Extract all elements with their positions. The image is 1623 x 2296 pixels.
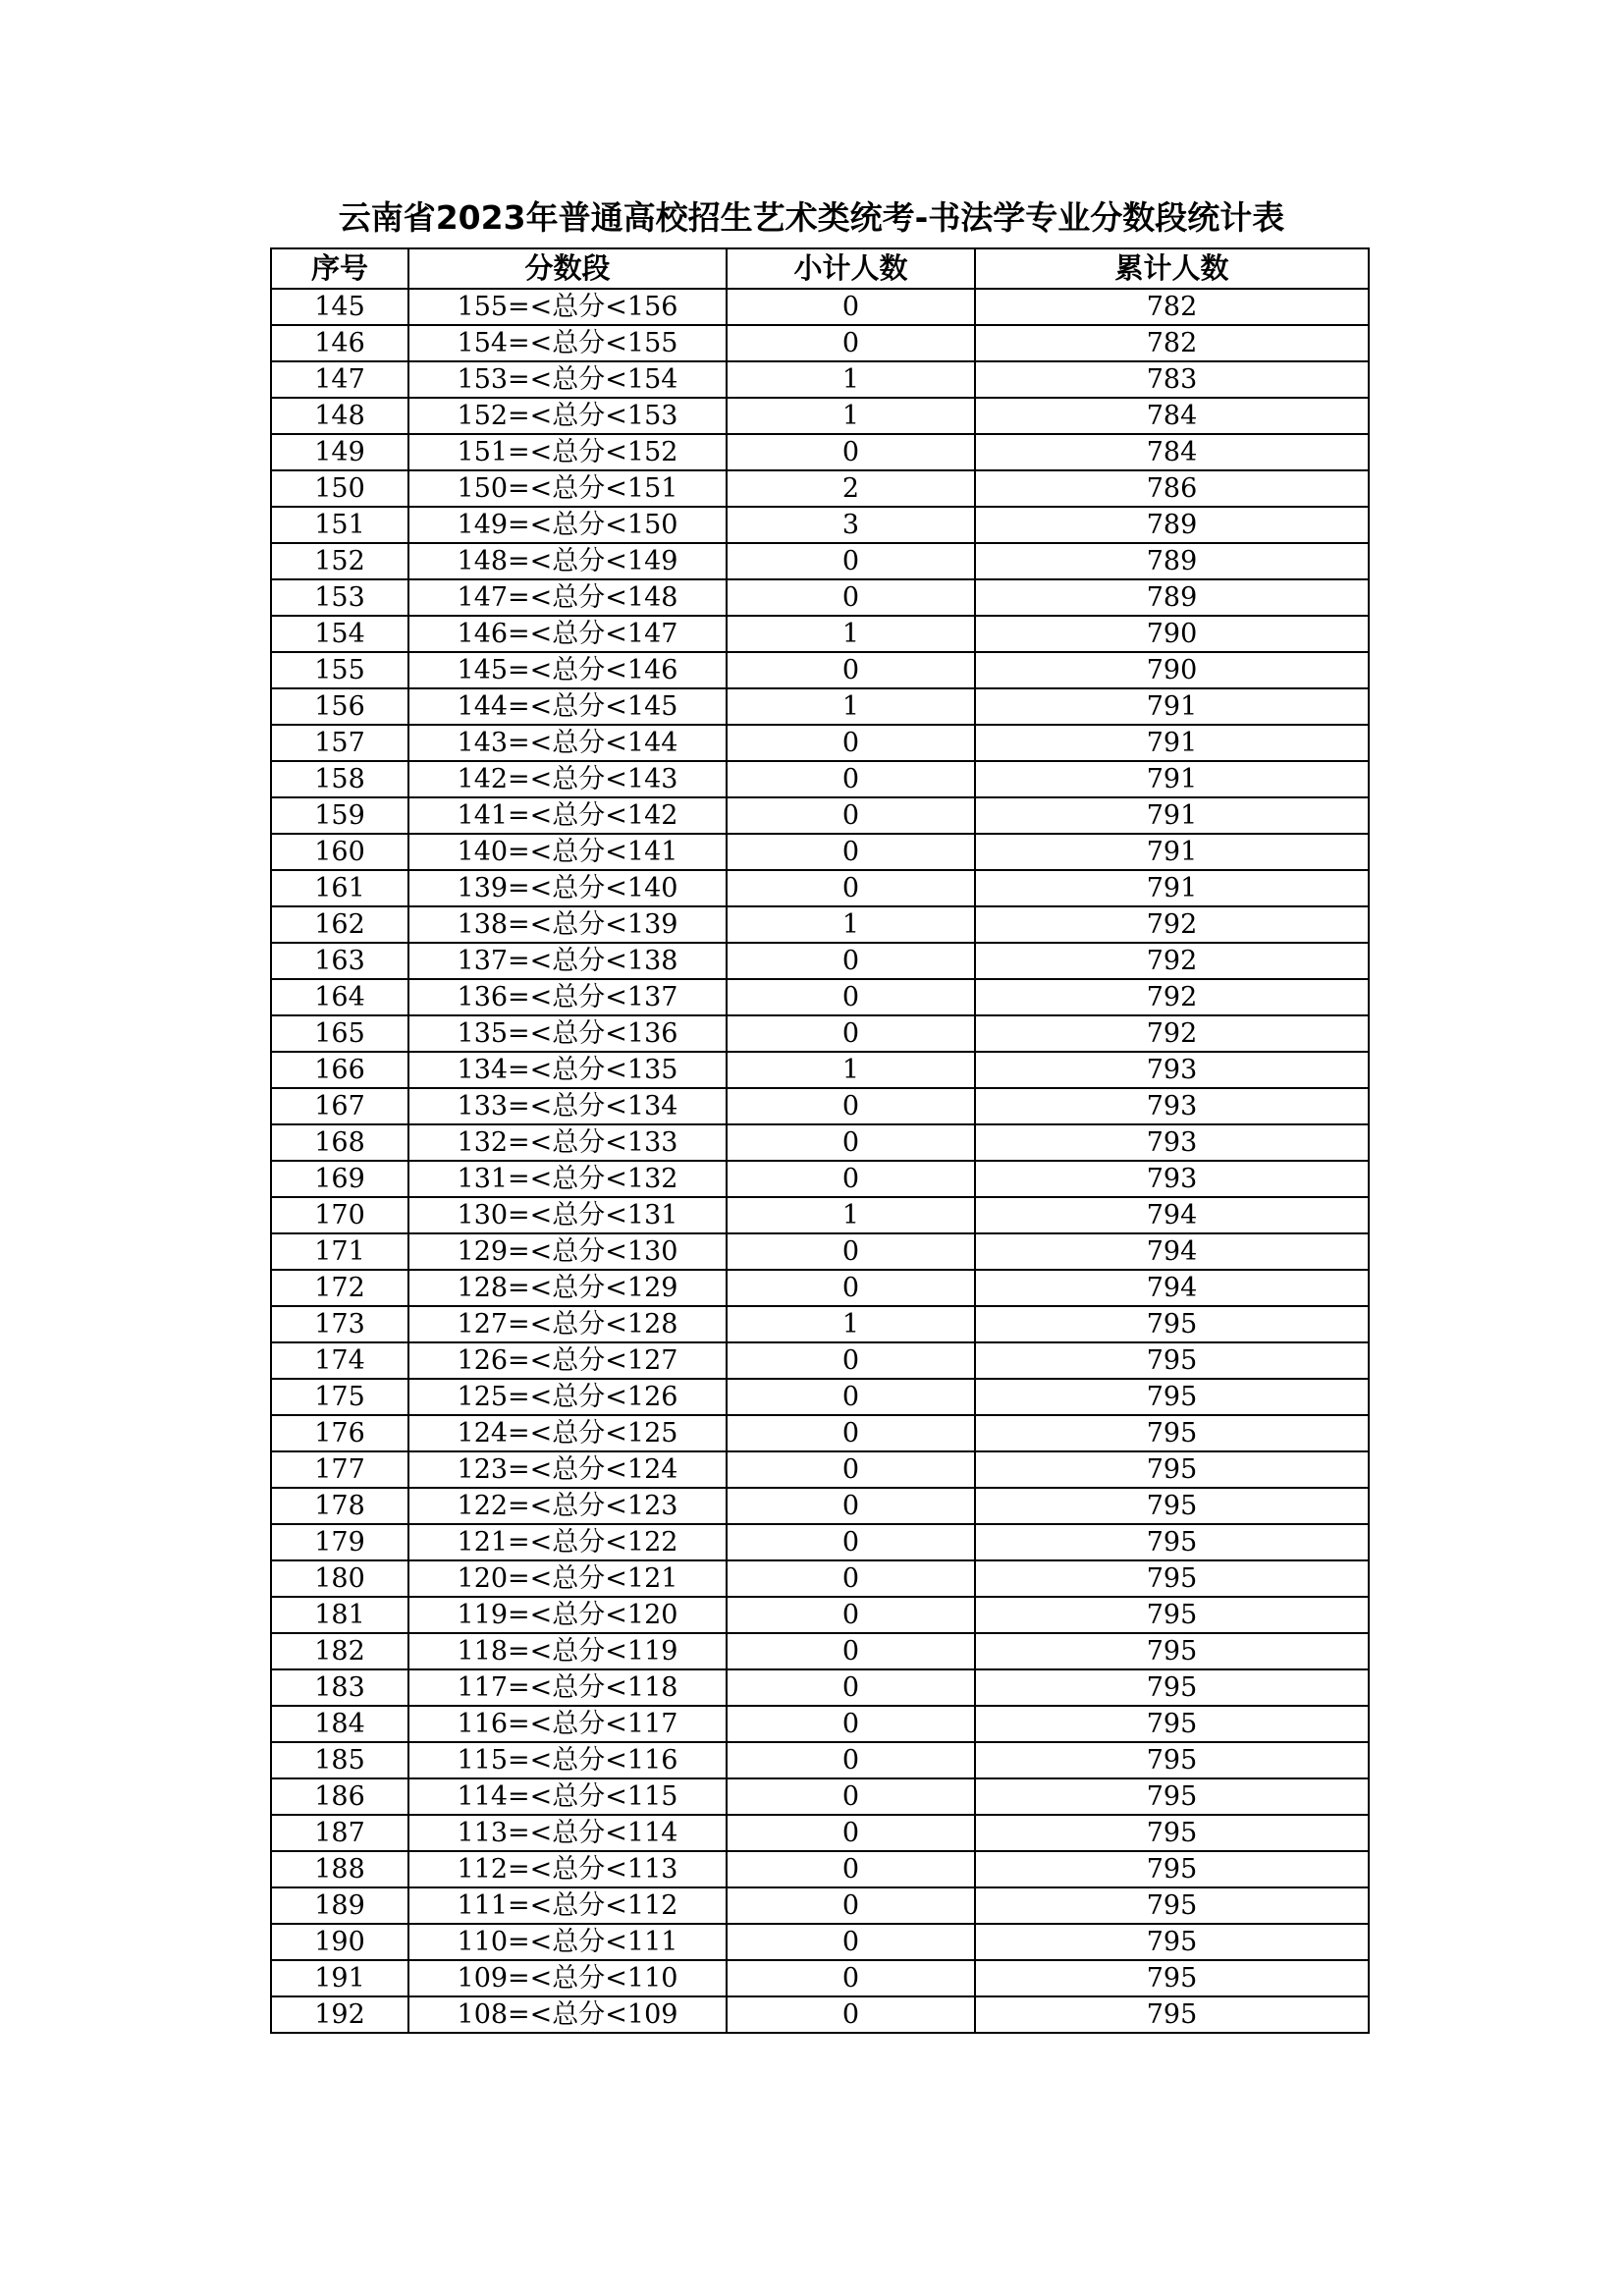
cell-cumulative: 794 bbox=[975, 1197, 1369, 1233]
cell-subtotal: 0 bbox=[727, 979, 975, 1015]
cell-index: 168 bbox=[271, 1124, 408, 1161]
cell-score-range: 145=<总分<146 bbox=[408, 652, 727, 688]
cell-subtotal: 0 bbox=[727, 1778, 975, 1815]
cell-cumulative: 792 bbox=[975, 943, 1369, 979]
table-row bbox=[271, 1778, 1369, 1815]
cell-score-range: 126=<总分<127 bbox=[408, 1342, 727, 1379]
table-row bbox=[271, 725, 1369, 761]
table-row bbox=[271, 289, 1369, 325]
cell-cumulative: 795 bbox=[975, 1560, 1369, 1597]
cell-cumulative: 795 bbox=[975, 1415, 1369, 1451]
cell-subtotal: 1 bbox=[727, 398, 975, 434]
cell-index: 187 bbox=[271, 1815, 408, 1851]
table-row bbox=[271, 1270, 1369, 1306]
cell-cumulative: 795 bbox=[975, 1778, 1369, 1815]
table-row bbox=[271, 1924, 1369, 1960]
cell-subtotal: 2 bbox=[727, 470, 975, 507]
cell-cumulative: 782 bbox=[975, 325, 1369, 361]
cell-subtotal: 0 bbox=[727, 1996, 975, 2033]
cell-subtotal: 1 bbox=[727, 361, 975, 398]
cell-subtotal: 0 bbox=[727, 652, 975, 688]
cell-index: 162 bbox=[271, 906, 408, 943]
cell-cumulative: 795 bbox=[975, 1669, 1369, 1706]
cell-index: 179 bbox=[271, 1524, 408, 1560]
cell-cumulative: 789 bbox=[975, 579, 1369, 616]
cell-index: 145 bbox=[271, 289, 408, 325]
cell-score-range: 140=<总分<141 bbox=[408, 834, 727, 870]
cell-score-range: 111=<总分<112 bbox=[408, 1887, 727, 1924]
table-row bbox=[271, 579, 1369, 616]
cell-index: 149 bbox=[271, 434, 408, 470]
cell-subtotal: 1 bbox=[727, 1052, 975, 1088]
cell-subtotal: 0 bbox=[727, 1633, 975, 1669]
cell-index: 161 bbox=[271, 870, 408, 906]
cell-score-range: 130=<总分<131 bbox=[408, 1197, 727, 1233]
cell-index: 183 bbox=[271, 1669, 408, 1706]
cell-score-range: 144=<总分<145 bbox=[408, 688, 727, 725]
cell-score-range: 146=<总分<147 bbox=[408, 616, 727, 652]
table-row bbox=[271, 1488, 1369, 1524]
cell-score-range: 119=<总分<120 bbox=[408, 1597, 727, 1633]
cell-index: 165 bbox=[271, 1015, 408, 1052]
page-title: 云南省2023年普通高校招生艺术类统考-书法学专业分数段统计表 bbox=[338, 198, 1285, 237]
cell-cumulative: 795 bbox=[975, 1924, 1369, 1960]
cell-score-range: 110=<总分<111 bbox=[408, 1924, 727, 1960]
table-row bbox=[271, 1415, 1369, 1451]
cell-cumulative: 794 bbox=[975, 1270, 1369, 1306]
cell-score-range: 153=<总分<154 bbox=[408, 361, 727, 398]
table-row bbox=[271, 979, 1369, 1015]
table-row bbox=[271, 1815, 1369, 1851]
cell-subtotal: 0 bbox=[727, 543, 975, 579]
cell-index: 154 bbox=[271, 616, 408, 652]
cell-index: 170 bbox=[271, 1197, 408, 1233]
cell-score-range: 136=<总分<137 bbox=[408, 979, 727, 1015]
cell-subtotal: 0 bbox=[727, 761, 975, 797]
cell-score-range: 154=<总分<155 bbox=[408, 325, 727, 361]
table-row bbox=[271, 543, 1369, 579]
cell-score-range: 132=<总分<133 bbox=[408, 1124, 727, 1161]
cell-index: 176 bbox=[271, 1415, 408, 1451]
cell-cumulative: 795 bbox=[975, 1597, 1369, 1633]
table-row bbox=[271, 834, 1369, 870]
cell-index: 159 bbox=[271, 797, 408, 834]
cell-cumulative: 795 bbox=[975, 1996, 1369, 2033]
header-index: 序号 bbox=[271, 248, 408, 289]
cell-score-range: 133=<总分<134 bbox=[408, 1088, 727, 1124]
cell-subtotal: 0 bbox=[727, 289, 975, 325]
cell-cumulative: 795 bbox=[975, 1633, 1369, 1669]
cell-cumulative: 793 bbox=[975, 1052, 1369, 1088]
cell-subtotal: 0 bbox=[727, 797, 975, 834]
cell-cumulative: 792 bbox=[975, 906, 1369, 943]
cell-cumulative: 786 bbox=[975, 470, 1369, 507]
cell-subtotal: 0 bbox=[727, 1379, 975, 1415]
table-row bbox=[271, 761, 1369, 797]
cell-index: 150 bbox=[271, 470, 408, 507]
cell-cumulative: 795 bbox=[975, 1306, 1369, 1342]
cell-score-range: 138=<总分<139 bbox=[408, 906, 727, 943]
cell-cumulative: 792 bbox=[975, 1015, 1369, 1052]
cell-cumulative: 795 bbox=[975, 1887, 1369, 1924]
cell-cumulative: 793 bbox=[975, 1088, 1369, 1124]
cell-index: 163 bbox=[271, 943, 408, 979]
cell-index: 172 bbox=[271, 1270, 408, 1306]
cell-index: 190 bbox=[271, 1924, 408, 1960]
table-row bbox=[271, 1524, 1369, 1560]
cell-subtotal: 0 bbox=[727, 325, 975, 361]
table-row bbox=[271, 652, 1369, 688]
cell-subtotal: 1 bbox=[727, 1306, 975, 1342]
cell-subtotal: 0 bbox=[727, 834, 975, 870]
cell-index: 146 bbox=[271, 325, 408, 361]
table-row bbox=[271, 1706, 1369, 1742]
cell-subtotal: 1 bbox=[727, 1197, 975, 1233]
cell-cumulative: 795 bbox=[975, 1851, 1369, 1887]
cell-index: 153 bbox=[271, 579, 408, 616]
cell-score-range: 116=<总分<117 bbox=[408, 1706, 727, 1742]
cell-cumulative: 795 bbox=[975, 1379, 1369, 1415]
cell-subtotal: 0 bbox=[727, 1815, 975, 1851]
score-distribution-table bbox=[270, 247, 1370, 2034]
cell-index: 169 bbox=[271, 1161, 408, 1197]
cell-cumulative: 791 bbox=[975, 725, 1369, 761]
cell-score-range: 135=<总分<136 bbox=[408, 1015, 727, 1052]
cell-index: 173 bbox=[271, 1306, 408, 1342]
cell-subtotal: 0 bbox=[727, 1451, 975, 1488]
cell-subtotal: 0 bbox=[727, 1233, 975, 1270]
cell-score-range: 128=<总分<129 bbox=[408, 1270, 727, 1306]
cell-index: 158 bbox=[271, 761, 408, 797]
cell-score-range: 113=<总分<114 bbox=[408, 1815, 727, 1851]
cell-subtotal: 0 bbox=[727, 725, 975, 761]
cell-score-range: 149=<总分<150 bbox=[408, 507, 727, 543]
cell-subtotal: 0 bbox=[727, 1887, 975, 1924]
table-body bbox=[271, 289, 1369, 2033]
cell-score-range: 125=<总分<126 bbox=[408, 1379, 727, 1415]
cell-subtotal: 0 bbox=[727, 579, 975, 616]
cell-score-range: 142=<总分<143 bbox=[408, 761, 727, 797]
table-row bbox=[271, 398, 1369, 434]
cell-index: 171 bbox=[271, 1233, 408, 1270]
cell-index: 185 bbox=[271, 1742, 408, 1778]
cell-score-range: 118=<总分<119 bbox=[408, 1633, 727, 1669]
table-row bbox=[271, 470, 1369, 507]
cell-cumulative: 784 bbox=[975, 434, 1369, 470]
table-row bbox=[271, 1052, 1369, 1088]
cell-cumulative: 782 bbox=[975, 289, 1369, 325]
cell-score-range: 131=<总分<132 bbox=[408, 1161, 727, 1197]
cell-cumulative: 789 bbox=[975, 543, 1369, 579]
header-row bbox=[271, 248, 1369, 289]
cell-subtotal: 0 bbox=[727, 1524, 975, 1560]
cell-subtotal: 3 bbox=[727, 507, 975, 543]
table-row bbox=[271, 797, 1369, 834]
table-row bbox=[271, 1124, 1369, 1161]
table-header bbox=[271, 248, 1369, 289]
table-row bbox=[271, 616, 1369, 652]
cell-index: 175 bbox=[271, 1379, 408, 1415]
cell-index: 151 bbox=[271, 507, 408, 543]
header-cumulative: 累计人数 bbox=[975, 248, 1369, 289]
cell-score-range: 147=<总分<148 bbox=[408, 579, 727, 616]
cell-score-range: 123=<总分<124 bbox=[408, 1451, 727, 1488]
cell-score-range: 137=<总分<138 bbox=[408, 943, 727, 979]
cell-subtotal: 0 bbox=[727, 1924, 975, 1960]
cell-index: 186 bbox=[271, 1778, 408, 1815]
table-row bbox=[271, 1669, 1369, 1706]
table-row bbox=[271, 1560, 1369, 1597]
table-row bbox=[271, 325, 1369, 361]
cell-score-range: 151=<总分<152 bbox=[408, 434, 727, 470]
cell-index: 180 bbox=[271, 1560, 408, 1597]
cell-subtotal: 0 bbox=[727, 1088, 975, 1124]
table-row bbox=[271, 507, 1369, 543]
table-row bbox=[271, 1233, 1369, 1270]
cell-subtotal: 0 bbox=[727, 434, 975, 470]
cell-cumulative: 791 bbox=[975, 870, 1369, 906]
cell-cumulative: 795 bbox=[975, 1815, 1369, 1851]
cell-cumulative: 793 bbox=[975, 1124, 1369, 1161]
cell-cumulative: 791 bbox=[975, 761, 1369, 797]
cell-score-range: 129=<总分<130 bbox=[408, 1233, 727, 1270]
table-row bbox=[271, 1197, 1369, 1233]
cell-index: 188 bbox=[271, 1851, 408, 1887]
cell-subtotal: 0 bbox=[727, 1342, 975, 1379]
cell-subtotal: 0 bbox=[727, 1960, 975, 1996]
cell-cumulative: 794 bbox=[975, 1233, 1369, 1270]
table-row bbox=[271, 1597, 1369, 1633]
table-row bbox=[271, 1887, 1369, 1924]
cell-cumulative: 792 bbox=[975, 979, 1369, 1015]
cell-cumulative: 791 bbox=[975, 688, 1369, 725]
cell-index: 182 bbox=[271, 1633, 408, 1669]
table-row bbox=[271, 1742, 1369, 1778]
cell-subtotal: 0 bbox=[727, 1270, 975, 1306]
table-row bbox=[271, 1451, 1369, 1488]
cell-subtotal: 0 bbox=[727, 1851, 975, 1887]
table-row bbox=[271, 361, 1369, 398]
cell-cumulative: 789 bbox=[975, 507, 1369, 543]
cell-index: 167 bbox=[271, 1088, 408, 1124]
table-row bbox=[271, 1633, 1369, 1669]
cell-subtotal: 0 bbox=[727, 1597, 975, 1633]
cell-index: 166 bbox=[271, 1052, 408, 1088]
table-row bbox=[271, 1996, 1369, 2033]
cell-index: 152 bbox=[271, 543, 408, 579]
cell-score-range: 143=<总分<144 bbox=[408, 725, 727, 761]
cell-index: 174 bbox=[271, 1342, 408, 1379]
table-row bbox=[271, 434, 1369, 470]
cell-score-range: 121=<总分<122 bbox=[408, 1524, 727, 1560]
cell-cumulative: 790 bbox=[975, 616, 1369, 652]
cell-score-range: 115=<总分<116 bbox=[408, 1742, 727, 1778]
cell-subtotal: 0 bbox=[727, 1015, 975, 1052]
cell-index: 189 bbox=[271, 1887, 408, 1924]
table-row bbox=[271, 870, 1369, 906]
cell-score-range: 139=<总分<140 bbox=[408, 870, 727, 906]
cell-index: 148 bbox=[271, 398, 408, 434]
header-score-range: 分数段 bbox=[408, 248, 727, 289]
cell-subtotal: 0 bbox=[727, 1415, 975, 1451]
cell-index: 184 bbox=[271, 1706, 408, 1742]
cell-subtotal: 1 bbox=[727, 616, 975, 652]
cell-score-range: 134=<总分<135 bbox=[408, 1052, 727, 1088]
cell-cumulative: 795 bbox=[975, 1451, 1369, 1488]
cell-score-range: 150=<总分<151 bbox=[408, 470, 727, 507]
table-row bbox=[271, 1851, 1369, 1887]
cell-score-range: 117=<总分<118 bbox=[408, 1669, 727, 1706]
cell-cumulative: 795 bbox=[975, 1488, 1369, 1524]
cell-subtotal: 0 bbox=[727, 1669, 975, 1706]
cell-score-range: 141=<总分<142 bbox=[408, 797, 727, 834]
table-row bbox=[271, 1088, 1369, 1124]
cell-subtotal: 0 bbox=[727, 1742, 975, 1778]
cell-index: 157 bbox=[271, 725, 408, 761]
table-row bbox=[271, 1379, 1369, 1415]
cell-score-range: 109=<总分<110 bbox=[408, 1960, 727, 1996]
cell-cumulative: 790 bbox=[975, 652, 1369, 688]
cell-index: 156 bbox=[271, 688, 408, 725]
cell-index: 155 bbox=[271, 652, 408, 688]
cell-subtotal: 1 bbox=[727, 906, 975, 943]
cell-cumulative: 791 bbox=[975, 797, 1369, 834]
cell-score-range: 155=<总分<156 bbox=[408, 289, 727, 325]
cell-score-range: 152=<总分<153 bbox=[408, 398, 727, 434]
cell-index: 164 bbox=[271, 979, 408, 1015]
cell-score-range: 114=<总分<115 bbox=[408, 1778, 727, 1815]
cell-cumulative: 784 bbox=[975, 398, 1369, 434]
cell-score-range: 122=<总分<123 bbox=[408, 1488, 727, 1524]
cell-score-range: 124=<总分<125 bbox=[408, 1415, 727, 1451]
cell-subtotal: 0 bbox=[727, 1560, 975, 1597]
cell-score-range: 148=<总分<149 bbox=[408, 543, 727, 579]
cell-index: 178 bbox=[271, 1488, 408, 1524]
cell-subtotal: 0 bbox=[727, 943, 975, 979]
cell-cumulative: 793 bbox=[975, 1161, 1369, 1197]
table-row bbox=[271, 1015, 1369, 1052]
cell-cumulative: 795 bbox=[975, 1960, 1369, 1996]
cell-subtotal: 1 bbox=[727, 688, 975, 725]
table-row bbox=[271, 943, 1369, 979]
cell-subtotal: 0 bbox=[727, 1706, 975, 1742]
table-row bbox=[271, 1161, 1369, 1197]
cell-cumulative: 795 bbox=[975, 1742, 1369, 1778]
table-row bbox=[271, 1960, 1369, 1996]
table-row bbox=[271, 906, 1369, 943]
cell-score-range: 108=<总分<109 bbox=[408, 1996, 727, 2033]
cell-cumulative: 795 bbox=[975, 1342, 1369, 1379]
table-row bbox=[271, 1342, 1369, 1379]
table-row bbox=[271, 1306, 1369, 1342]
cell-score-range: 127=<总分<128 bbox=[408, 1306, 727, 1342]
table-row bbox=[271, 688, 1369, 725]
cell-cumulative: 795 bbox=[975, 1706, 1369, 1742]
cell-index: 177 bbox=[271, 1451, 408, 1488]
cell-score-range: 112=<总分<113 bbox=[408, 1851, 727, 1887]
cell-subtotal: 0 bbox=[727, 870, 975, 906]
cell-index: 160 bbox=[271, 834, 408, 870]
cell-cumulative: 783 bbox=[975, 361, 1369, 398]
cell-subtotal: 0 bbox=[727, 1161, 975, 1197]
cell-index: 147 bbox=[271, 361, 408, 398]
cell-subtotal: 0 bbox=[727, 1124, 975, 1161]
cell-subtotal: 0 bbox=[727, 1488, 975, 1524]
header-subtotal: 小计人数 bbox=[727, 248, 975, 289]
cell-index: 191 bbox=[271, 1960, 408, 1996]
cell-cumulative: 791 bbox=[975, 834, 1369, 870]
cell-cumulative: 795 bbox=[975, 1524, 1369, 1560]
cell-index: 192 bbox=[271, 1996, 408, 2033]
cell-score-range: 120=<总分<121 bbox=[408, 1560, 727, 1597]
cell-index: 181 bbox=[271, 1597, 408, 1633]
